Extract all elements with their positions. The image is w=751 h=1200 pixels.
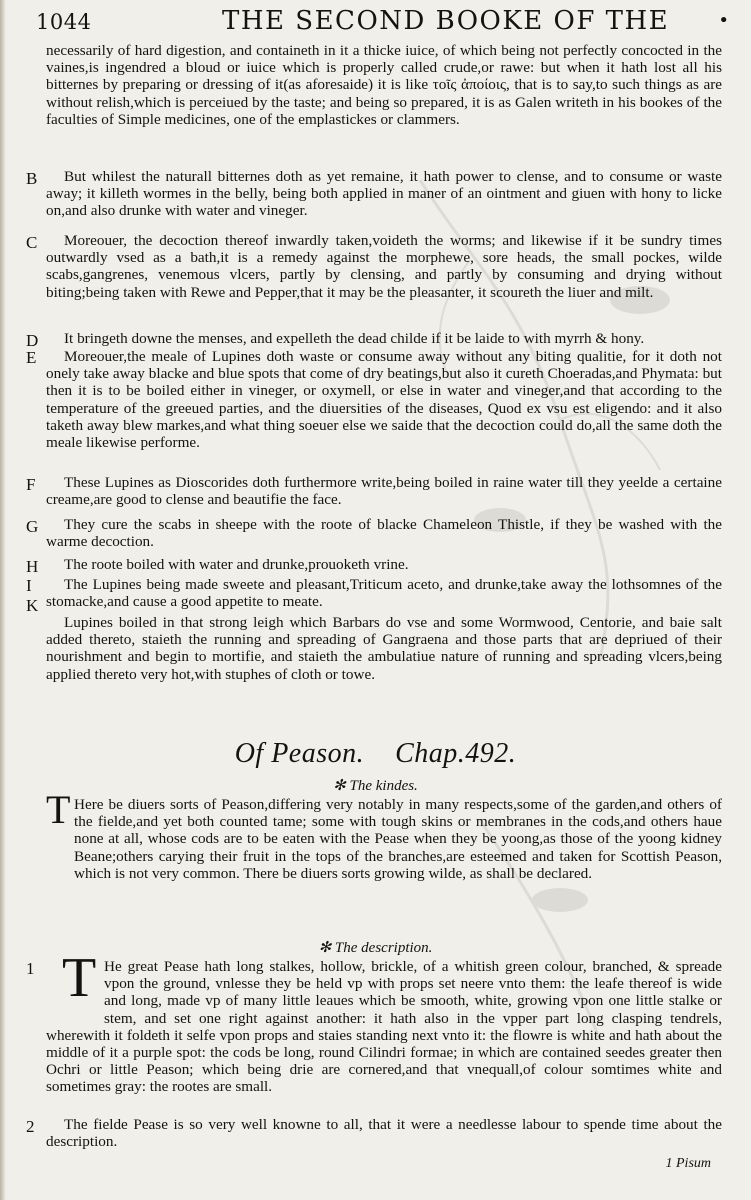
paragraph-d-text: It bringeth downe the menses, and expelleth the dead childe if it be laide to with myrrh & hony.: [64, 330, 645, 347]
drop-cap-space: [46, 958, 104, 1010]
description-item-1-number: 1: [26, 959, 35, 978]
paragraph-g: [46, 516, 722, 550]
margin-letter-c: C: [26, 233, 38, 252]
margin-letter-k: K: [26, 596, 39, 615]
paragraph-k-text: Lupines boiled in that strong leigh which Barbars do vse and some Wormwood, Centorie, and baie salt added thereto, staieth the running and spreading of Gangraena and those parts that are depriued of their nourishment and begin to mortifie, and staieth the ambulatiue nature of running and spreading vlcers,being applied thereto very hot,with stuphes of cloth or towe.: [46, 614, 722, 683]
paragraph-g-text: They cure the scabs in sheepe with the roote of blacke Chameleon Thistle, if they be washed with the warme decoction.: [46, 516, 722, 551]
paragraph-i: [46, 576, 722, 610]
paragraph-description-1-text: He great Pease hath long stalkes, hollow, brickle, of a whitish green colour, branched, & spreade vpon the ground, vnlesse they be held vp with props set neere vnto them: the leafe thereof is wide and long, made vp of many little leaues which be smooth, white, growing vpon one little stalke or stem, and set one right against another: it hath also in the vpper part long clasping tendrels, wherewith it foldeth it selfe vpon props and staies standing next vnto it: the flowre is white and hath about the middle of it a purple spot: the cods be long, round Cilindri formae; in which are contained seedes greater then Ochri or little Peason; which being drie are cornered,and that vnequall,of colour somtimes white and sometimes gray: the rootes are small.: [46, 958, 722, 1096]
drop-cap-description: T: [62, 947, 97, 1009]
paragraph-description-1: [46, 958, 722, 1096]
margin-letter-g: G: [26, 517, 39, 536]
paragraph-b: [46, 168, 722, 220]
paragraph-c-text: Moreouer, the decoction thereof inwardly taken,voideth the worms; and likewise if it be sundry times outwardly vsed as a bath,it is a remedy against the morphewe, sore heads, the small pockes, wilde scabs,gangrenes, venemous vlcers, partly by clensing, and partly by consuming and drying without biting;being taken with Rewe and Pepper,that it may be the pleasanter, it scoureth the liuer and milt.: [46, 232, 722, 301]
paragraph-f: [46, 474, 722, 508]
chapter-title: [0, 738, 751, 770]
paragraph-b-text: But whilest the naturall bitternes doth as yet remaine, it hath power to clense, and to consume or waste away; it killeth wormes in the belly, being both applied in maner of an ointment and giuen with hony to licke on,and also drunke with water and vineger.: [46, 168, 722, 220]
paragraph-description-2: [46, 1116, 722, 1150]
paragraph-k: [46, 614, 722, 683]
paragraph-h: [46, 556, 722, 573]
paragraph-c: [46, 232, 722, 301]
paragraph-description-2-text: The fielde Pease is so very well knowne to all, that it were a needlesse labour to spende time about the description.: [46, 1116, 722, 1151]
margin-letter-d: D: [26, 331, 39, 350]
margin-letter-e: E: [26, 348, 37, 367]
running-head: [26, 4, 729, 38]
drop-cap-kindes: T: [46, 787, 71, 832]
paragraph-e: [46, 348, 722, 451]
paragraph-kindes: Here be diuers sorts of Peason,differing very notably in many respects,some of the garden,and others of the fielde,and yet both counted tame; some with tough skins or membranes in the cods,and others haue none at all, whose cods are to be eaten with the Pease when they be yoong,as those of the yoong kidney Beane;others carying their fruit in the tops of the branches,are esteemed and taken for Scottish Peason, which is not very common. There be diuers sorts growing wilde, as shall be declared.: [74, 796, 722, 882]
catchword: 1 Pisum: [665, 1156, 711, 1171]
page-number: 1044: [36, 10, 92, 34]
margin-letter-f: F: [26, 475, 36, 494]
margin-letter-b: B: [26, 169, 38, 188]
chapter-number: Chap.492.: [395, 738, 517, 769]
paragraph-d: [46, 330, 722, 347]
paragraph-f-text: These Lupines as Dioscorides doth furthermore write,being boiled in raine water till they yeelde a certaine creame,are good to clense and beautifie the face.: [46, 474, 722, 509]
paragraph-i-text: The Lupines being made sweete and pleasant,Triticum aceto, and drunke,take away the lothsomnes of the stomacke,and cause a good appetite to meate.: [46, 576, 722, 611]
section-heading-description: ✻ The description.: [318, 940, 433, 956]
page-edge-shadow: [0, 0, 6, 1200]
section-heading-kindes: ✻ The kindes.: [333, 778, 418, 794]
paragraph-e-text: Moreouer,the meale of Lupines doth waste or consume away without any biting qualitie, for it doth not onely take away blacke and blue spots that come of dry beatings,but also it cureth Choeradas,and Phymata: but then it is to be boiled either in vineger, or oxymell, or else in water and vineger,and that according to the temperature of the greeued parties, and the diuersities of the diseases, Quod ex vsu est eligendo: and it also taketh away blew markes,and what thing soeuer else we saide that the decoction could do,all the same doth the meale likewise performe.: [46, 348, 722, 452]
chapter-title-text: Of Peason.: [234, 738, 365, 769]
running-head-ornament: •: [718, 10, 729, 31]
paragraph-h-text: The roote boiled with water and drunke,prouoketh vrine.: [64, 556, 409, 573]
margin-letter-i: I: [26, 576, 32, 595]
paragraph-continuation: necessarily of hard digestion, and containeth in it a thicke iuice, of which being not perfectly concocted in the vaines,is ingendred a bloud or iuice which is properly called crude,or rawe: but when it hath lost all his bitternes by preparing or dressing of it(as aforesaide) it is like τοῖς ἀποίοις, that is to say,to such things as are without relish,which is perceiued by the taste; and being so prepared, it is as Galen writeth in his bookes of the faculties of Simple medicines, one of the emplastickes or clammers.: [46, 42, 722, 128]
running-title: THE SECOND BOOKE OF THE: [222, 6, 670, 36]
margin-letter-h: H: [26, 557, 39, 576]
description-item-2-number: 2: [26, 1117, 35, 1136]
